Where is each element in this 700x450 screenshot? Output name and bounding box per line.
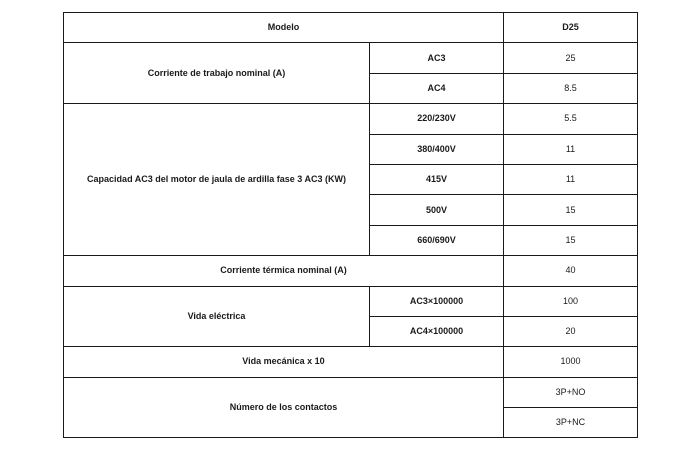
capacity-value: 5.5 xyxy=(504,104,638,134)
capacity-sub: 220/230V xyxy=(370,104,504,134)
current-sub-ac4: AC4 xyxy=(370,73,504,103)
capacity-sub: 415V xyxy=(370,164,504,194)
capacity-value: 11 xyxy=(504,164,638,194)
electric-life-label: Vida eléctrica xyxy=(64,286,370,347)
contacts-value: 3P+NC xyxy=(504,408,638,438)
table-row xyxy=(64,286,638,316)
thermal-label: Corriente térmica nominal (A) xyxy=(64,256,504,286)
header-label: Modelo xyxy=(64,13,504,43)
table-row xyxy=(64,256,638,286)
current-label: Corriente de trabajo nominal (A) xyxy=(64,43,370,104)
capacity-sub: 380/400V xyxy=(370,134,504,164)
mechanical-life-value: 1000 xyxy=(504,347,638,377)
capacity-value: 15 xyxy=(504,225,638,255)
table-row xyxy=(64,347,638,377)
contacts-label: Número de los contactos xyxy=(64,377,504,438)
spec-table xyxy=(63,12,638,438)
electric-life-sub: AC3×100000 xyxy=(370,286,504,316)
current-sub-ac3: AC3 xyxy=(370,43,504,73)
thermal-value: 40 xyxy=(504,256,638,286)
capacity-value: 11 xyxy=(504,134,638,164)
electric-life-value: 100 xyxy=(504,286,638,316)
current-value-ac4: 8.5 xyxy=(504,73,638,103)
contacts-value: 3P+NO xyxy=(504,377,638,407)
capacity-sub: 660/690V xyxy=(370,225,504,255)
capacity-label: Capacidad AC3 del motor de jaula de ardilla fase 3 AC3 (KW) xyxy=(64,104,370,256)
capacity-sub: 500V xyxy=(370,195,504,225)
electric-life-value: 20 xyxy=(504,316,638,346)
table-row-header xyxy=(64,13,638,43)
mechanical-life-label: Vida mecánica x 10 xyxy=(64,347,504,377)
capacity-value: 15 xyxy=(504,195,638,225)
electric-life-sub: AC4×100000 xyxy=(370,316,504,346)
table-row xyxy=(64,104,638,134)
header-model: D25 xyxy=(504,13,638,43)
table-row xyxy=(64,377,638,407)
current-value-ac3: 25 xyxy=(504,43,638,73)
table-row xyxy=(64,43,638,73)
